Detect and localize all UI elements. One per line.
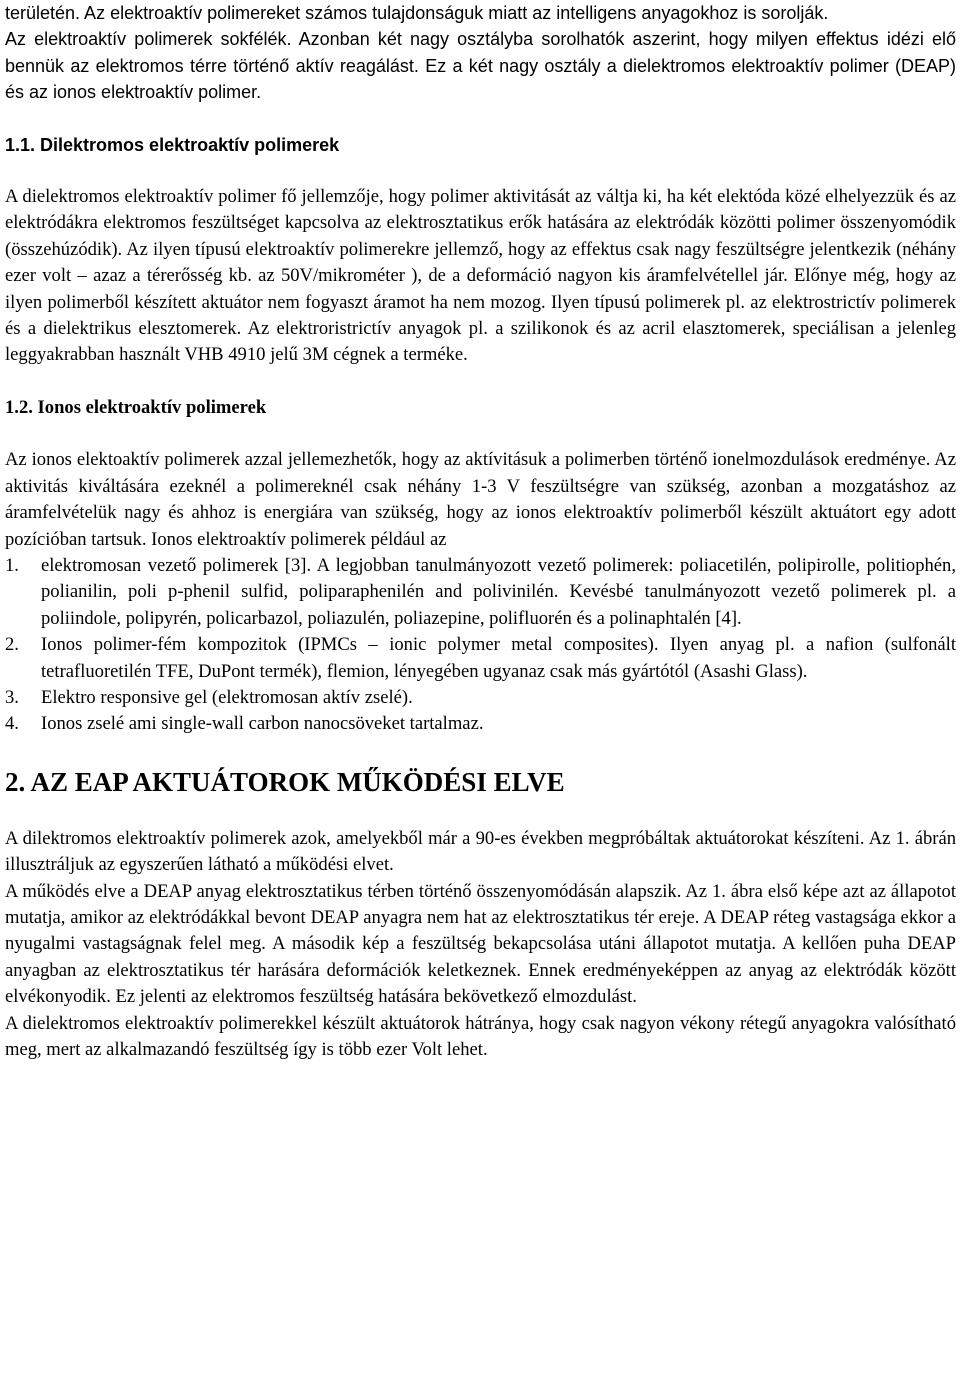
section-2-paragraph-3: A dielektromos elektroaktív polimerekkel készült aktuátorok hátránya, hogy csak nagyon vékony rétegű anyagokra valósítható meg, mert az alkalmazandó feszültség így is több ezer Volt lehet. xyxy=(5,1012,956,1060)
section-1-1-heading: 1.1. Dilektromos elektroaktív polimerek xyxy=(5,134,340,155)
section-2-paragraph-2: A működés elve a DEAP anyag elektrosztatikus térben történő összenyomódásán alapszik. Az 1. ábra első képe azt az állapotot mutatja, amikor az elektródákkal bevont DEAP anyagra nem hat az elektrosztatikus tér ereje. A DEAP réteg vastagsága ekkor a nyugalmi vastagságnak felel meg. A második kép a feszültség bekapcsolása utáni állapotot mutatja. A kellően puha DEAP anyagban az elektrosztatikus tér harására deformációk keletkeznek. Ennek eredményeképpen az anyag az elektródák között elvékonyodik. Ez jelenti az elektromos feszültség hatására bekövetkező elmozdulást. xyxy=(5,880,956,1008)
list-item-number: 3. xyxy=(5,686,19,708)
list-item xyxy=(5,685,956,711)
section-1-2-body: Az ionos elektoaktív polimerek azzal jellemezhetők, hogy az aktívitásuk a polimerben történő ionelmozdulások eredménye. Az aktivitás kiváltására ezeknél a polimereknél csak néhány 1-3 V feszültségre van szükség, azonban a mozgatáshoz az áramfelvételük nagy és ahhoz is energiára van szükség, hogy az ionos elektroaktív polimerből készült aktuátort egy adott pozícióban tartsuk. Ionos elektroaktív polimerek például az xyxy=(5,449,956,550)
list-item-number: 4. xyxy=(5,713,19,735)
list-item xyxy=(5,632,956,685)
list-item-number: 1. xyxy=(5,554,19,576)
list-item xyxy=(5,711,956,737)
intro-paragraph-2: Az elektroaktív polimerek sokfélék. Azonban két nagy osztályba sorolhatók aszerint, hogy milyen effektus idézi elő bennük az elektromos térre történő aktív reagálást. Ez a két nagy osztály a dielektromos elektroaktív polimer (DEAP) és az ionos elektroaktív polimer. xyxy=(5,29,956,103)
list-item-text: Elektro responsive gel (elektromosan aktív zselé). xyxy=(41,686,413,708)
section-2-paragraph-1: A dilektromos elektroaktív polimerek azok, amelyekből már a 90-es években megpróbáltak aktuátorokat készíteni. Az 1. ábrán illusztráljuk az egyszerűen látható a működési elvet. xyxy=(5,827,956,876)
section-1-2-heading: 1.2. Ionos elektroaktív polimerek xyxy=(5,396,267,418)
list-item-number: 2. xyxy=(5,634,19,656)
section-2-heading: 2. AZ EAP AKTUÁTOROK MŰKÖDÉSI ELVE xyxy=(5,766,565,797)
ionic-polymer-list xyxy=(5,553,956,738)
intro-paragraph-1: területén. Az elektroaktív polimereket számos tulajdonságuk miatt az intelligens anyagokhoz is sorolják. xyxy=(5,3,829,23)
section-1-1-body: A dielektromos elektroaktív polimer fő jellemzője, hogy polimer aktivitását az váltja ki, ha két elektóda közé elhelyezzük és az elektródákra elektromos feszültséget kapcsolva az elektrosztatikus erők hatására az elektródák közötti polimer összenyomódik (összehúzódik). Az ilyen típusú elektroaktív polimerekre jellemző, hogy az effektus csak nagy feszültségre jelentkezik (néhány ezer volt – azaz a térerősség kb. az 50V/mikrométer ), de a deformáció nagyon kis áramfelvétellel jár. Előnye még, hogy az ilyen polimerből készített aktuátor nem fogyaszt áramot ha nem mozog. Ilyen típusú polimerek pl. az elektrostrictív polimerek és a dielektrikus elesztomerek. Az elektroristrictív anyagok pl. a szilikonok és az acril elasztomerek, speciálisan a jelenleg leggyakrabban használt VHB 4910 jelű 3M cégnek a terméke. xyxy=(5,186,956,366)
list-item-text: Ionos zselé ami single-wall carbon nanocsöveket tartalmaz. xyxy=(41,713,484,735)
list-item-text: elektromosan vezető polimerek [3]. A legjobban tanulmányozott vezető polimerek: poliacetilén, polipirolle, politiophén, polianilin, poli p-phenil sulfid, poliparaphenilén and polivinilén. Kevésbé tanulmányozott vezető polimerek pl. a poliindole, polipyrén, policarbazol, poliazulén, poliazepine, polifluorén és a polinaphtalén [4]. xyxy=(41,554,956,629)
list-item-text: Ionos polimer-fém kompozitok (IPMCs – ionic polymer metal composites). Ilyen anyag pl. a nafion (sulfonált tetrafluoretilén TFE, DuPont termék), flemion, lényegében ugyanaz csak más gyártótól (Asashi Glass). xyxy=(41,634,956,682)
list-item xyxy=(5,553,956,632)
